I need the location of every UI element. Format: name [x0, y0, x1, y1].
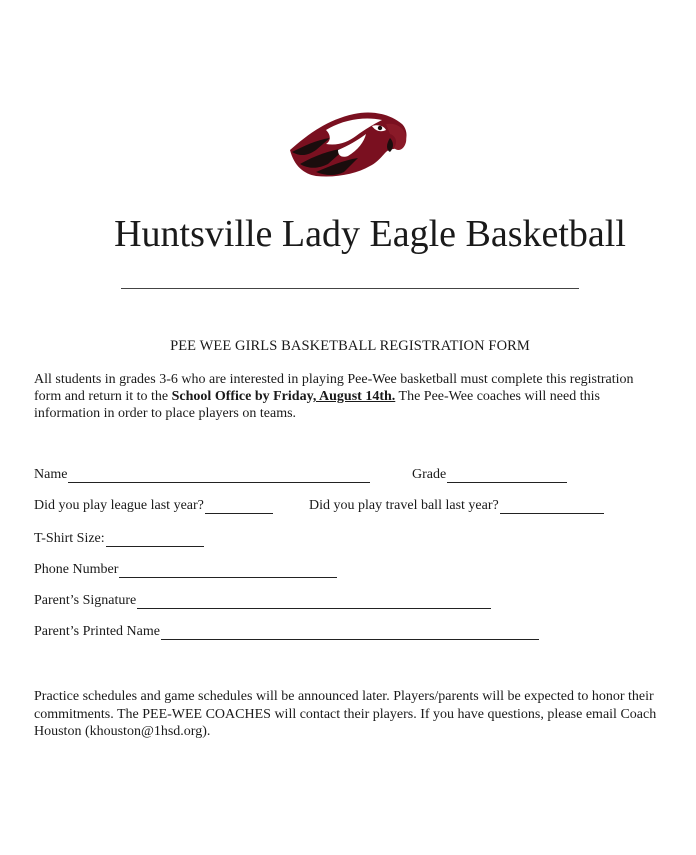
form-heading: PEE WEE GIRLS BASKETBALL REGISTRATION FORM — [170, 338, 530, 354]
league-last-year-field[interactable] — [34, 498, 273, 514]
form-row-name-grade — [34, 467, 664, 487]
travel-ball-blank[interactable] — [500, 499, 604, 514]
tshirt-size-blank[interactable] — [106, 532, 204, 547]
name-label: Name — [34, 467, 68, 482]
tshirt-size-label: T-Shirt Size: — [34, 531, 105, 546]
footer-paragraph: Practice schedules and game schedules will be announced later. Players/parents will be expected to honor their commitments. The PEE-WEE COACHES will contact their players. If you have questions, please email Coach Houston (khouston@1hsd.org). — [34, 689, 657, 739]
form-row-tshirt — [34, 531, 334, 551]
travel-ball-label: Did you play travel ball last year? — [309, 498, 499, 513]
name-field[interactable] — [34, 467, 370, 483]
name-blank[interactable] — [68, 468, 370, 483]
eagle-head-logo-icon — [286, 106, 410, 182]
parent-printed-name-blank[interactable] — [161, 625, 539, 640]
intro-text-2: The Pee-Wee coaches will need this information in order to place players on teams. — [34, 389, 600, 421]
intro-text-1: All students in grades 3-6 who are interested in playing Pee-Wee basketball must complete this registration form and return it to the — [34, 372, 634, 404]
intro-deadline-office: School Office by Friday — [171, 389, 313, 404]
intro-paragraph — [34, 371, 664, 422]
travel-ball-field[interactable] — [309, 498, 604, 514]
title-divider — [121, 288, 579, 289]
phone-number-label: Phone Number — [34, 562, 119, 577]
form-row-printed-name — [34, 624, 594, 644]
form-row-phone — [34, 562, 434, 582]
league-last-year-blank[interactable] — [205, 499, 273, 514]
phone-number-field[interactable] — [34, 562, 337, 578]
parent-signature-field[interactable] — [34, 593, 491, 609]
phone-number-blank[interactable] — [119, 563, 337, 578]
parent-printed-name-field[interactable] — [34, 624, 539, 640]
parent-printed-name-label: Parent’s Printed Name — [34, 624, 160, 639]
grade-label: Grade — [412, 467, 447, 482]
form-row-signature — [34, 593, 554, 613]
page-title: Huntsville Lady Eagle Basketball — [114, 213, 626, 255]
parent-signature-blank[interactable] — [137, 594, 491, 609]
grade-field[interactable] — [412, 467, 567, 483]
parent-signature-label: Parent’s Signature — [34, 593, 137, 608]
grade-blank[interactable] — [447, 468, 567, 483]
intro-deadline-date: , August 14th. — [312, 389, 396, 404]
form-row-league-travel — [34, 498, 664, 518]
league-last-year-label: Did you play league last year? — [34, 498, 204, 513]
tshirt-size-field[interactable] — [34, 531, 204, 547]
